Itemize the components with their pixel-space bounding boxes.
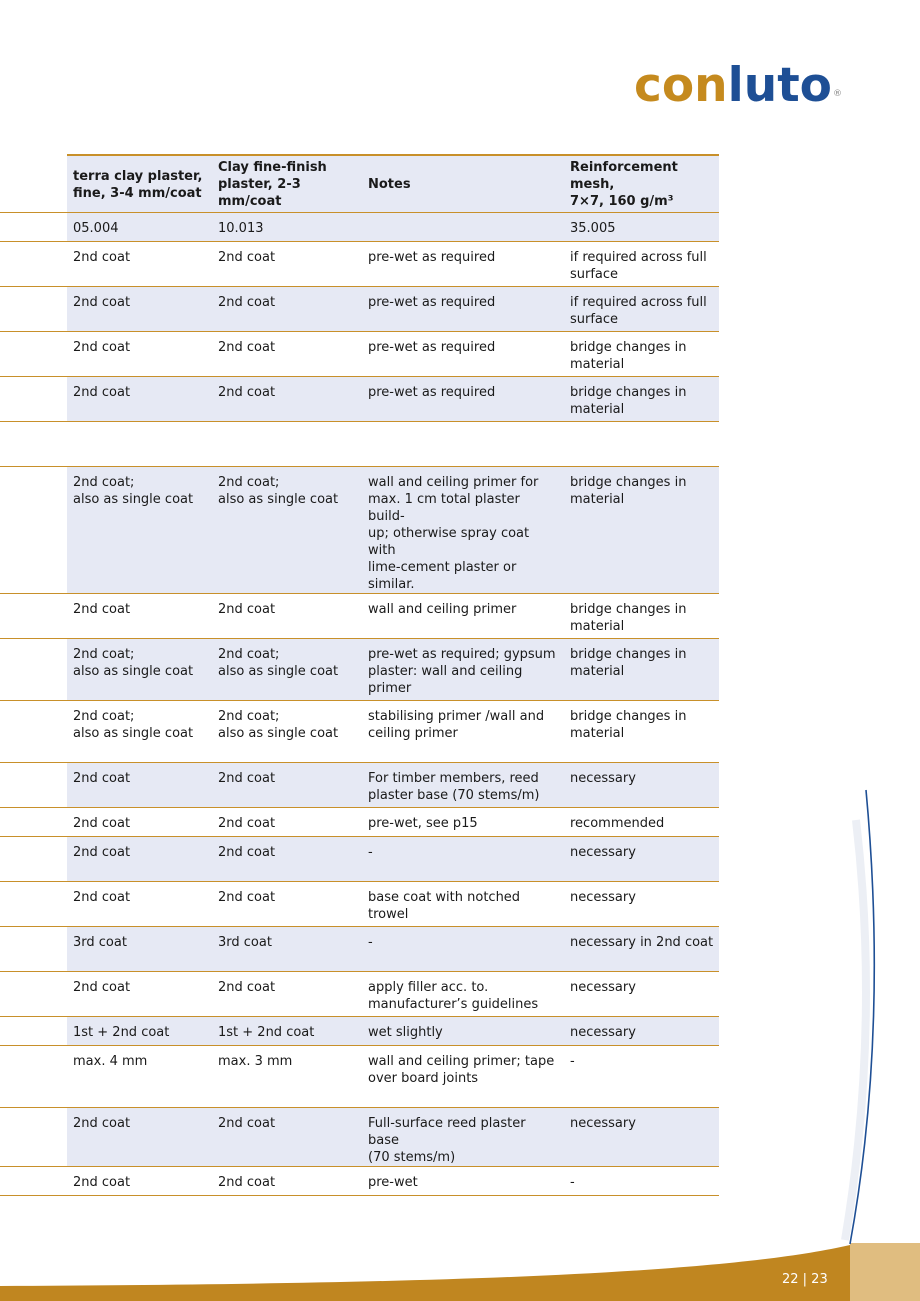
cell-mesh: bridge changes in material (564, 639, 719, 701)
cell-notes: pre-wet (362, 1167, 564, 1196)
header-reinforcement-mesh: Reinforcement mesh, 7×7, 160 g/m³ (564, 155, 719, 213)
table-row (0, 594, 719, 639)
cell-notes: wall and ceiling primer (362, 594, 564, 639)
header-clay-fine-finish: Clay fine-finish plaster, 2-3 mm/coat (212, 155, 362, 213)
table-row (0, 242, 719, 287)
cell-fine: 2nd coat (212, 287, 362, 332)
table-row (0, 808, 719, 837)
cell-mesh: bridge changes in material (564, 594, 719, 639)
cell-notes: stabilising primer /wall and ceiling primer (362, 701, 564, 763)
cell-fine: 2nd coat (212, 594, 362, 639)
cell-terra: max. 4 mm (67, 1046, 212, 1108)
table-header-row (0, 155, 719, 213)
cell-notes: - (362, 927, 564, 972)
cell-terra: 2nd coat (67, 882, 212, 927)
cell-mesh: bridge changes in material (564, 467, 719, 594)
cell-mesh: bridge changes in material (564, 701, 719, 763)
cell-fine: 2nd coat (212, 882, 362, 927)
cell-fine: 2nd coat (212, 763, 362, 808)
page-numbers: 22 | 23 (782, 1272, 828, 1287)
cell-terra: 2nd coat; also as single coat (67, 467, 212, 594)
cell-notes: wall and ceiling primer; tape over board joints (362, 1046, 564, 1108)
cell-fine: 2nd coat (212, 242, 362, 287)
cell-mesh: necessary in 2nd coat (564, 927, 719, 972)
cell-fine: 2nd coat (212, 1108, 362, 1167)
header-spacer (0, 155, 67, 213)
table-row (0, 1046, 719, 1108)
cell-mesh: necessary (564, 882, 719, 927)
cell-mesh: - (564, 1167, 719, 1196)
footer-tab (850, 1243, 920, 1301)
table-row (0, 837, 719, 882)
cell-terra: 2nd coat (67, 242, 212, 287)
cell-terra: 2nd coat (67, 972, 212, 1017)
blue-curve-shadow (845, 820, 866, 1240)
cell-notes: pre-wet as required (362, 377, 564, 422)
cell-fine: max. 3 mm (212, 1046, 362, 1108)
cell-mesh: if required across full surface (564, 242, 719, 287)
cell-mesh: necessary (564, 763, 719, 808)
cell-terra: 2nd coat (67, 808, 212, 837)
cell-fine: 2nd coat; also as single coat (212, 467, 362, 594)
table-row (0, 422, 719, 467)
cell-mesh: bridge changes in material (564, 332, 719, 377)
cell-terra: 2nd coat (67, 377, 212, 422)
cell-mesh: 35.005 (564, 213, 719, 242)
cell-notes: pre-wet as required (362, 242, 564, 287)
cell-notes: For timber members, reed plaster base (70 stems/m) (362, 763, 564, 808)
cell-terra: 3rd coat (67, 927, 212, 972)
cell-notes: - (362, 837, 564, 882)
table-row (0, 332, 719, 377)
footer-gold-swoosh (0, 1245, 850, 1301)
table-row (0, 701, 719, 763)
cell-fine: 2nd coat; also as single coat (212, 639, 362, 701)
cell-notes: pre-wet as required (362, 287, 564, 332)
table-row (0, 1167, 719, 1196)
cell-terra: 2nd coat (67, 594, 212, 639)
table-row (0, 763, 719, 808)
cell-terra: 05.004 (67, 213, 212, 242)
cell-fine: 3rd coat (212, 927, 362, 972)
cell-fine: 2nd coat (212, 972, 362, 1017)
cell-notes: wall and ceiling primer for max. 1 cm total plaster build- up; otherwise spray coat with lime-cement plaster or similar. (362, 467, 564, 594)
registered-mark: ® (832, 89, 842, 99)
cell-notes: pre-wet as required (362, 332, 564, 377)
cell-terra: 2nd coat (67, 1108, 212, 1167)
table-row (0, 213, 719, 242)
cell-mesh: necessary (564, 837, 719, 882)
table-row (0, 882, 719, 927)
cell-fine: 2nd coat (212, 377, 362, 422)
table-row (0, 467, 719, 594)
conluto-logo (634, 58, 842, 114)
cell-terra: 2nd coat (67, 763, 212, 808)
cell-fine: 10.013 (212, 213, 362, 242)
cell-fine: 1st + 2nd coat (212, 1017, 362, 1046)
table-row (0, 1017, 719, 1046)
cell-terra: 2nd coat (67, 332, 212, 377)
cell-fine: 2nd coat (212, 808, 362, 837)
table-row (0, 972, 719, 1017)
cell-notes: Full-surface reed plaster base (70 stems/m) (362, 1108, 564, 1167)
cell-notes: pre-wet, see p15 (362, 808, 564, 837)
cell-notes (362, 422, 564, 467)
cell-fine: 2nd coat (212, 332, 362, 377)
table-row (0, 1108, 719, 1167)
cell-mesh: if required across full surface (564, 287, 719, 332)
cell-fine: 2nd coat (212, 1167, 362, 1196)
logo-part-luto: luto (727, 58, 832, 113)
cell-terra (67, 422, 212, 467)
cell-notes: apply filler acc. to. manufacturer’s guidelines (362, 972, 564, 1017)
cell-terra: 2nd coat (67, 1167, 212, 1196)
cell-mesh: recommended (564, 808, 719, 837)
cell-mesh: bridge changes in material (564, 377, 719, 422)
cell-fine: 2nd coat (212, 837, 362, 882)
cell-mesh (564, 422, 719, 467)
cell-notes: base coat with notched trowel (362, 882, 564, 927)
cell-notes (362, 213, 564, 242)
header-terra-clay-plaster: terra clay plaster, fine, 3-4 mm/coat (67, 155, 212, 213)
cell-mesh: - (564, 1046, 719, 1108)
table-row (0, 927, 719, 972)
cell-fine (212, 422, 362, 467)
cell-fine: 2nd coat; also as single coat (212, 701, 362, 763)
cell-terra: 2nd coat; also as single coat (67, 639, 212, 701)
header-notes: Notes (362, 155, 564, 213)
table-row (0, 639, 719, 701)
cell-terra: 1st + 2nd coat (67, 1017, 212, 1046)
application-table (0, 154, 719, 1196)
cell-terra: 2nd coat (67, 837, 212, 882)
cell-terra: 2nd coat (67, 287, 212, 332)
cell-notes: wet slightly (362, 1017, 564, 1046)
cell-mesh: necessary (564, 972, 719, 1017)
logo-part-con: con (634, 58, 728, 113)
table-row (0, 287, 719, 332)
table-row (0, 377, 719, 422)
cell-notes: pre-wet as required; gypsum plaster: wall and ceiling primer (362, 639, 564, 701)
cell-mesh: necessary (564, 1108, 719, 1167)
cell-mesh: necessary (564, 1017, 719, 1046)
cell-terra: 2nd coat; also as single coat (67, 701, 212, 763)
